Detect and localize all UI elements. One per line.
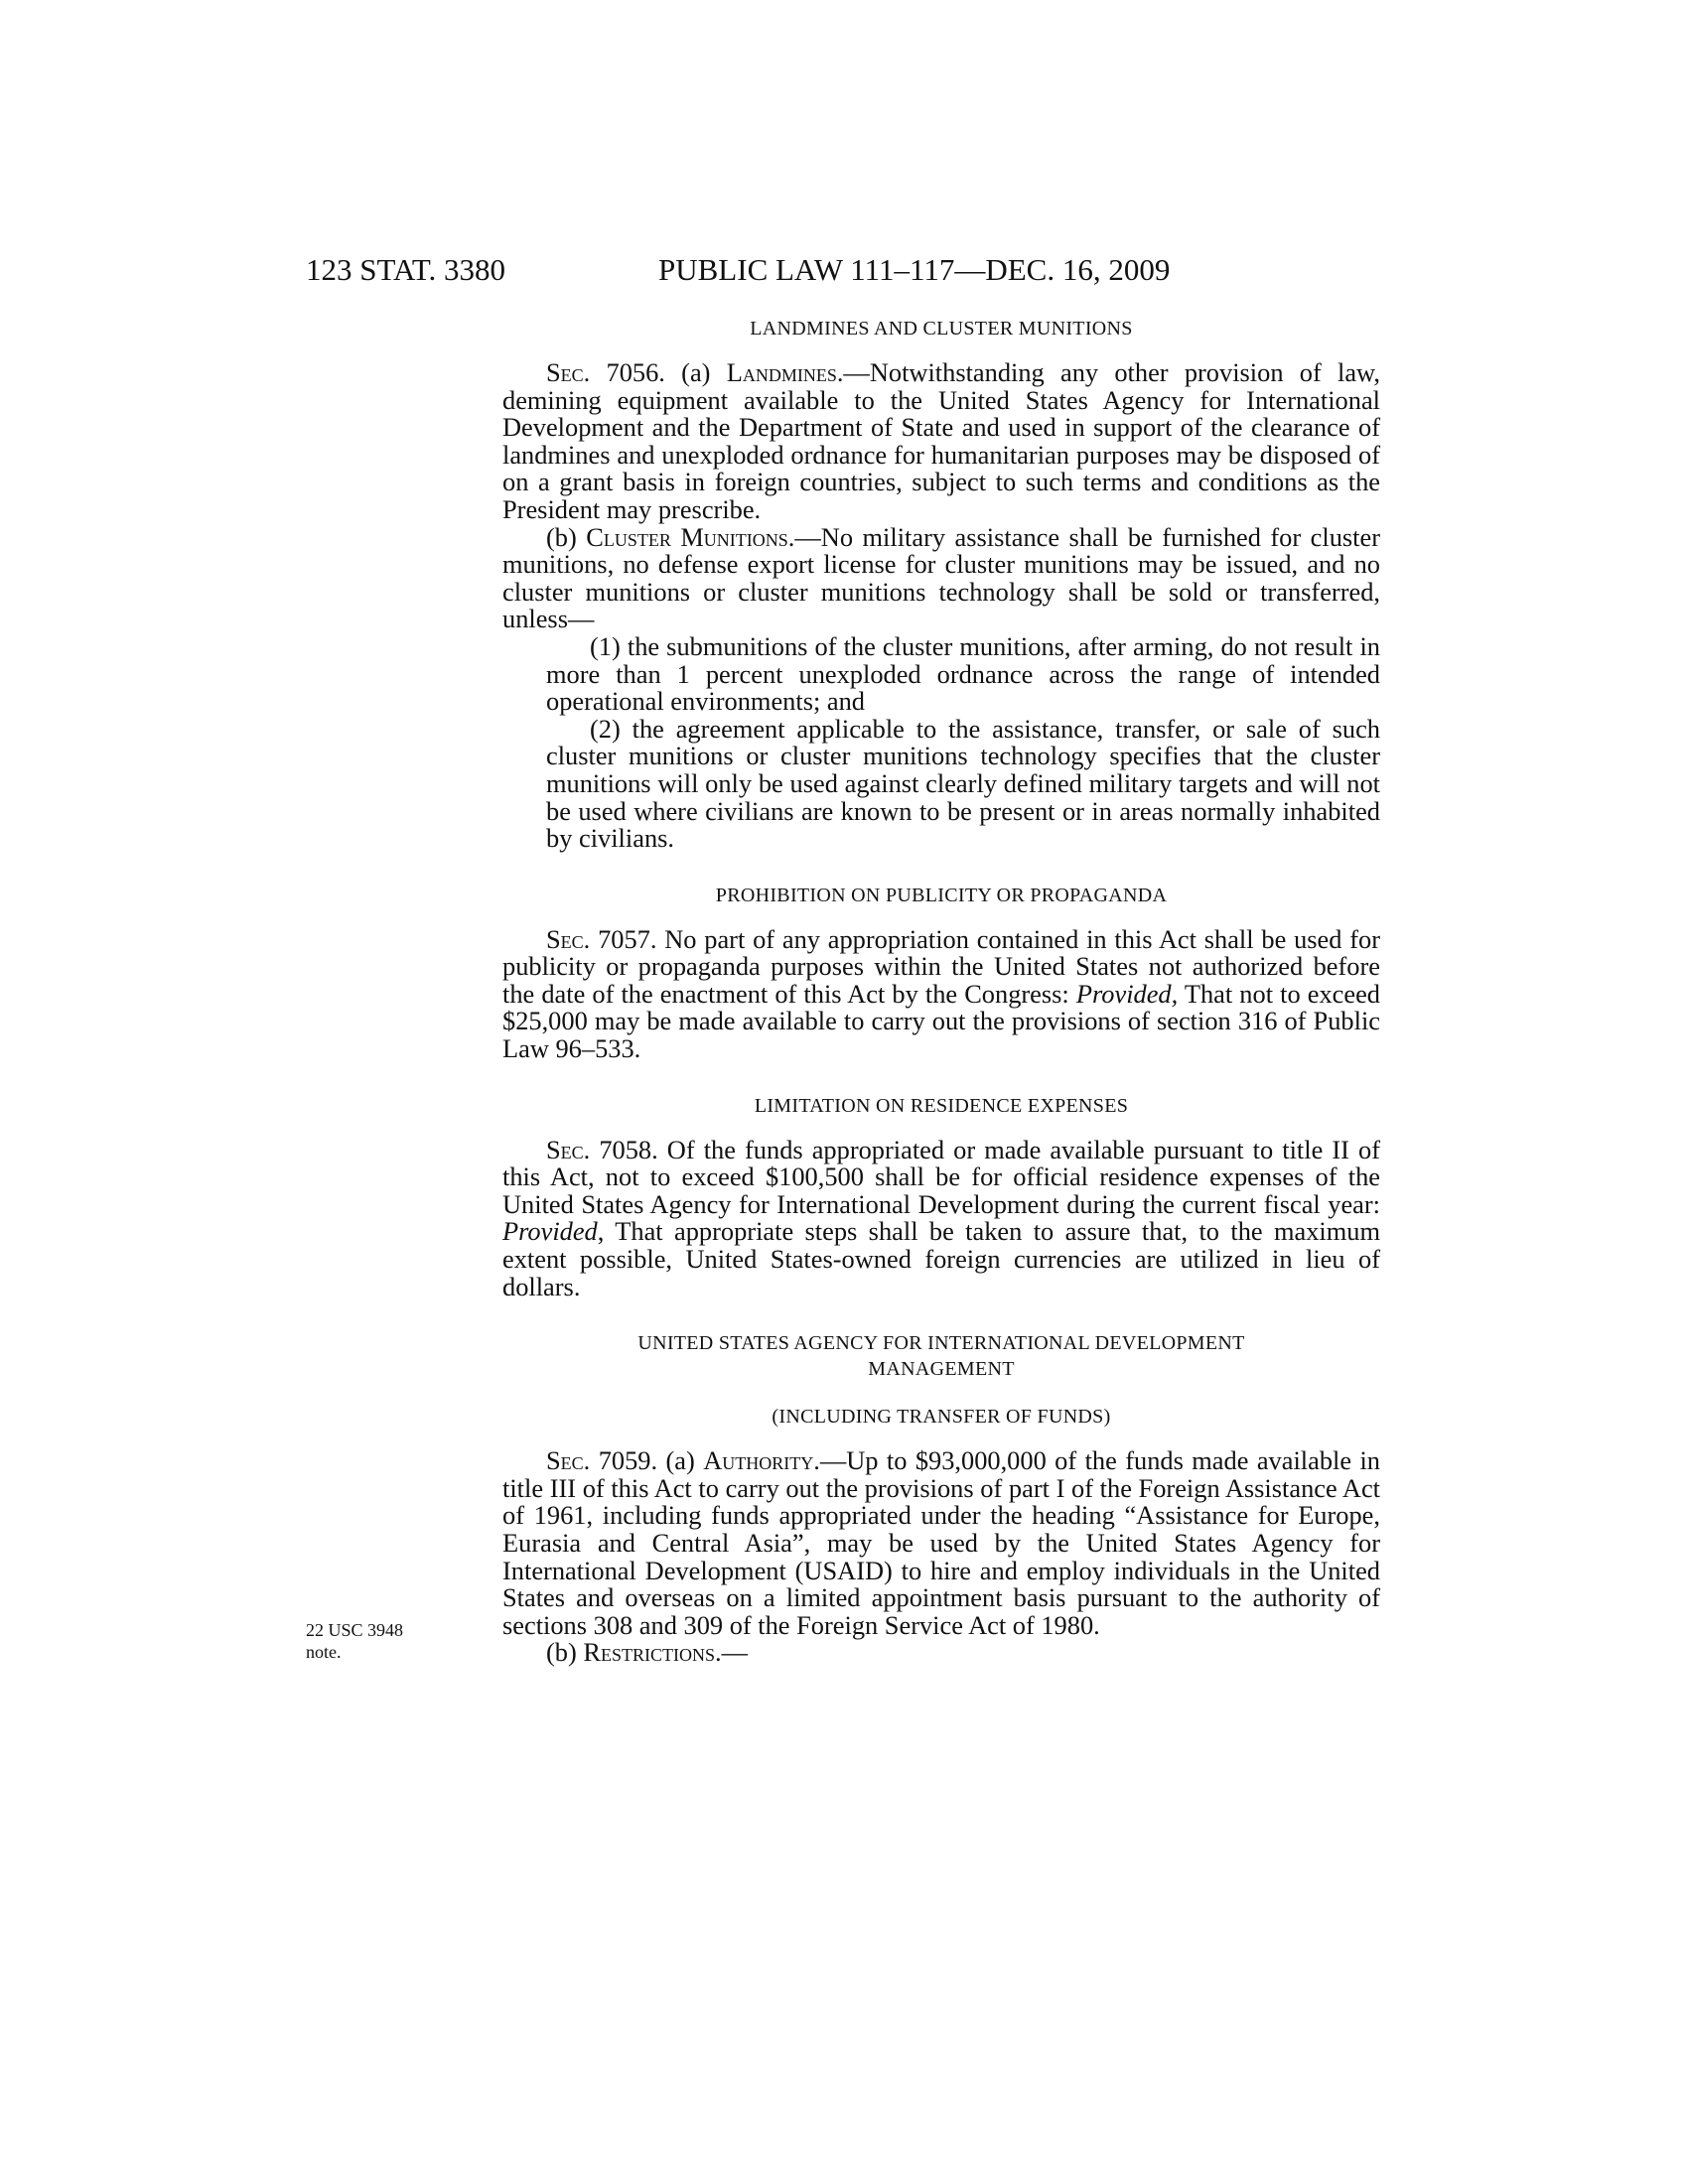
running-head (306, 250, 1299, 290)
paragraph-7059-b (502, 1639, 1380, 1667)
paragraph-lead: 7056. (a) (590, 357, 727, 387)
paragraph-lead: 7059. (a) (590, 1445, 704, 1476)
paragraph-text: 7058. Of the funds appropriated or made available pursuant to title II of this Act, not to exceed $100,500 shall be for official residence expenses of the United States Agency for International Development during the current fiscal year: (502, 1134, 1380, 1219)
paragraph-text: .—Notwithstanding any other provision of law, demining equipment available to the United States Agency for International Development and the Department of State and used in support of the clearance of landmines and unexploded ordnance for humanitarian purposes may be disposed of on a grant basis in foreign countries, subject to such terms and conditions as the President may prescribe. (502, 357, 1380, 524)
paragraph-lead: (b) (546, 521, 587, 552)
paragraph-7056-b (502, 521, 1380, 634)
public-law-title: PUBLIC LAW 111–117—DEC. 16, 2009 (658, 252, 1171, 287)
paragraph-7057 (502, 923, 1380, 1064)
margin-note-line: note. (306, 1642, 342, 1662)
paragraph-lead: (b) (546, 1637, 584, 1668)
paragraph-7056-b-2: (2) the agreement applicable to the assistance, transfer, or sale of such cluster munitions or cluster munitions technology specifies that the cluster munitions will only be used against clearly defined military targets and will not be used where civilians are known to be present or in areas normally inhabited by civilians. (546, 713, 1380, 854)
subsection-caption: Cluster Munitions (586, 521, 788, 552)
paragraph-text: , That appropriate steps shall be taken to assure that, to the maximum extent possible, United States-owned foreign currencies are utilized in lieu of dollars. (502, 1216, 1380, 1301)
stat-citation: 123 STAT. 3380 (306, 252, 506, 287)
sec-label: Sec. (546, 923, 591, 954)
paragraph-7056-b-1: (1) the submunitions of the cluster munitions, after arming, do not result in more than 1 percent unexploded ordnance across the range of intended operational environments; and (546, 630, 1380, 717)
provided-italic: Provided (502, 1216, 598, 1247)
sec-label: Sec. (546, 1134, 591, 1164)
subsection-caption: Landmines (726, 357, 837, 387)
section-heading-publicity: PROHIBITION ON PUBLICITY OR PROPAGANDA (715, 884, 1168, 906)
section-heading-landmines: LANDMINES AND CLUSTER MUNITIONS (750, 318, 1133, 340)
paragraph-text: That not to exceed $25,000 may be made available to carry out the provisions of section 316 of Public Law 96–533. (502, 978, 1380, 1064)
sec-label: Sec. (546, 357, 591, 387)
paragraph-text: .—No military assistance shall be furnished for cluster munitions, no defense export license for cluster munitions may be issued, and no cluster munitions or cluster munitions technology shall be sold or transferred, unless— (502, 521, 1380, 634)
paragraph-text: 7057. No part of any appropriation contained in this Act shall be used for publicity or propaganda purposes within the United States not authorized before the date of the enactment of this Act by the Congress: (502, 923, 1380, 1009)
paragraph-7056-a (502, 359, 1380, 524)
margin-note-line: 22 USC 3948 (306, 1620, 404, 1640)
section-heading-residence: LIMITATION ON RESIDENCE EXPENSES (754, 1094, 1129, 1117)
section-heading-usaid-management (502, 1330, 1380, 1382)
section-subheading-transfer: (INCLUDING TRANSFER OF FUNDS) (772, 1406, 1111, 1429)
paragraph-7059-a (502, 1447, 1380, 1639)
sec-label: Sec. (546, 1445, 591, 1476)
heading-line: UNITED STATES AGENCY FOR INTERNATIONAL DEVELOPMENT (637, 1332, 1245, 1355)
paragraph-text: .—Up to $93,000,000 of the funds made available in title III of this Act to carry out the provisions of part I of the Foreign Assistance Act of 1961, including funds appropriated under the heading “Assistance for Europe, Eurasia and Central Asia”, may be used by the United States Agency for International Development (USAID) to hire and employ individuals in the United States and overseas on a limited appointment basis pursuant to the authority of sections 308 and 309 of the Foreign Service Act of 1980. (502, 1445, 1381, 1640)
paragraph-7058 (502, 1134, 1380, 1301)
subsection-caption: Restrictions (583, 1637, 715, 1668)
provided-italic: Provided, (1075, 978, 1179, 1009)
subsection-caption: Authority (703, 1445, 814, 1476)
heading-line: MANAGEMENT (868, 1358, 1015, 1381)
body-text-column (502, 316, 1380, 1667)
paragraph-text: .— (714, 1637, 748, 1668)
margin-note-usc (306, 1619, 455, 1663)
